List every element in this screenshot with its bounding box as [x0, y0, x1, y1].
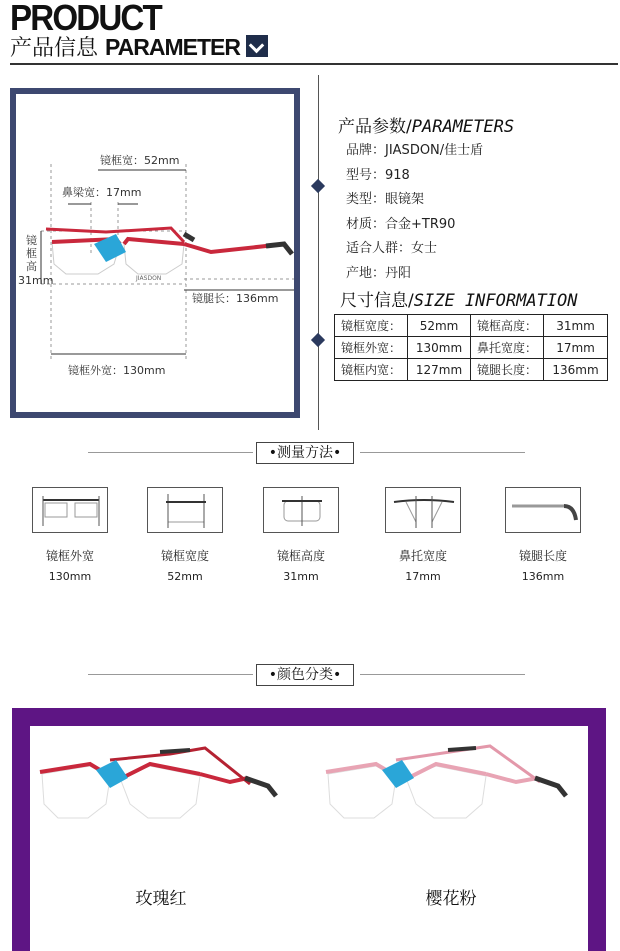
outer-width-label: 镜框外宽：130mm — [68, 364, 166, 377]
color-option-rose-red[interactable]: 玫瑰红 — [135, 889, 187, 909]
frame-height-icon — [263, 487, 339, 533]
frame-width-label: 镜框宽：52mm — [100, 154, 180, 167]
measure-section-heading — [0, 442, 620, 464]
heading-line — [360, 452, 525, 453]
measure-label: 镜腿长度 — [518, 549, 567, 563]
frame-height-value: 31mm — [18, 274, 54, 287]
bridge-width-label: 鼻梁宽：17mm — [62, 186, 142, 199]
page-subtitle — [10, 34, 240, 62]
table-cell: 52mm — [408, 315, 471, 337]
color-option-sakura-pink[interactable]: 樱花粉 — [425, 889, 477, 909]
measure-value: 31mm — [283, 570, 319, 583]
table-cell: 17mm — [544, 337, 608, 359]
heading-line — [88, 452, 253, 453]
red-glasses-illustration — [46, 228, 292, 282]
timeline-marker — [311, 179, 325, 193]
measure-value: 130mm — [48, 570, 92, 583]
bridge-width-icon — [385, 487, 461, 533]
timeline-line — [318, 75, 319, 430]
table-cell: 136mm — [544, 359, 608, 381]
measure-item — [503, 487, 583, 583]
parameters-list — [346, 139, 483, 286]
color-variants-illustration — [30, 726, 588, 876]
table-row — [335, 359, 608, 381]
red-glasses-icon — [40, 748, 276, 818]
measure-label: 镜框高度 — [276, 549, 325, 563]
measure-value: 136mm — [521, 570, 565, 583]
more-color-variants — [30, 946, 588, 951]
param-material: 材质：合金+TR90 — [346, 216, 456, 232]
parameters-title-cn: 产品参数/ — [338, 117, 412, 137]
measure-value: 17mm — [405, 570, 441, 583]
outer-width-icon — [32, 487, 108, 533]
measure-label: 镜框宽度 — [160, 549, 209, 563]
temple-length-label: 镜腿长：136mm — [192, 292, 279, 305]
param-type: 类型：眼镜架 — [346, 192, 425, 207]
table-cell: 镜框高度： — [471, 315, 544, 337]
measure-item — [30, 487, 110, 583]
color-section-heading — [0, 664, 620, 686]
color-options-inner — [30, 726, 588, 951]
parameters-title — [338, 112, 514, 137]
table-cell: 镜框宽度： — [335, 315, 408, 337]
parameters-title-en: PARAMETERS — [411, 117, 515, 137]
measure-value: 52mm — [167, 570, 203, 583]
table-cell: 镜腿长度： — [471, 359, 544, 381]
param-origin: 产地：丹阳 — [346, 265, 412, 281]
table-row — [335, 315, 608, 337]
table-cell: 31mm — [544, 315, 608, 337]
page-title: PRODUCT — [10, 0, 161, 38]
color-section-title: •颜色分类• — [256, 664, 354, 686]
size-table — [334, 314, 608, 381]
timeline-marker — [311, 333, 325, 347]
measure-item — [261, 487, 341, 583]
table-cell: 130mm — [408, 337, 471, 359]
glasses-dimension-illustration — [16, 94, 294, 412]
param-model: 型号：918 — [346, 167, 410, 183]
heading-line — [360, 674, 525, 675]
measure-label: 鼻托宽度 — [398, 549, 447, 563]
dimension-diagram — [10, 88, 300, 418]
frame-height-label: 镜框高 — [26, 234, 37, 273]
size-title-cn: 尺寸信息/ — [340, 291, 414, 311]
size-title-en: SIZE INFORMATION — [413, 291, 578, 311]
color-options-panel — [12, 708, 606, 951]
size-title — [340, 286, 578, 311]
heading-line — [88, 674, 253, 675]
table-cell: 镜框外宽： — [335, 337, 408, 359]
chevron-down-icon — [246, 35, 268, 57]
brand-mark: JIASDON — [136, 275, 162, 282]
table-cell: 127mm — [408, 359, 471, 381]
temple-length-icon — [505, 487, 581, 533]
subtitle-en: PARAMETER — [105, 34, 240, 60]
table-cell: 鼻托宽度： — [471, 337, 544, 359]
measure-item — [383, 487, 463, 583]
header-divider — [10, 63, 618, 65]
measure-section-title: •测量方法• — [256, 442, 354, 464]
table-row — [335, 337, 608, 359]
measure-label: 镜框外宽 — [45, 549, 94, 563]
subtitle-cn: 产品信息 — [10, 36, 99, 61]
param-audience: 适合人群：女士 — [346, 241, 438, 256]
param-brand: 品牌：JIASDON/佳士盾 — [346, 143, 484, 158]
frame-width-icon — [147, 487, 223, 533]
pink-glasses-icon — [326, 746, 566, 818]
measure-item — [145, 487, 225, 583]
table-cell: 镜框内宽： — [335, 359, 408, 381]
